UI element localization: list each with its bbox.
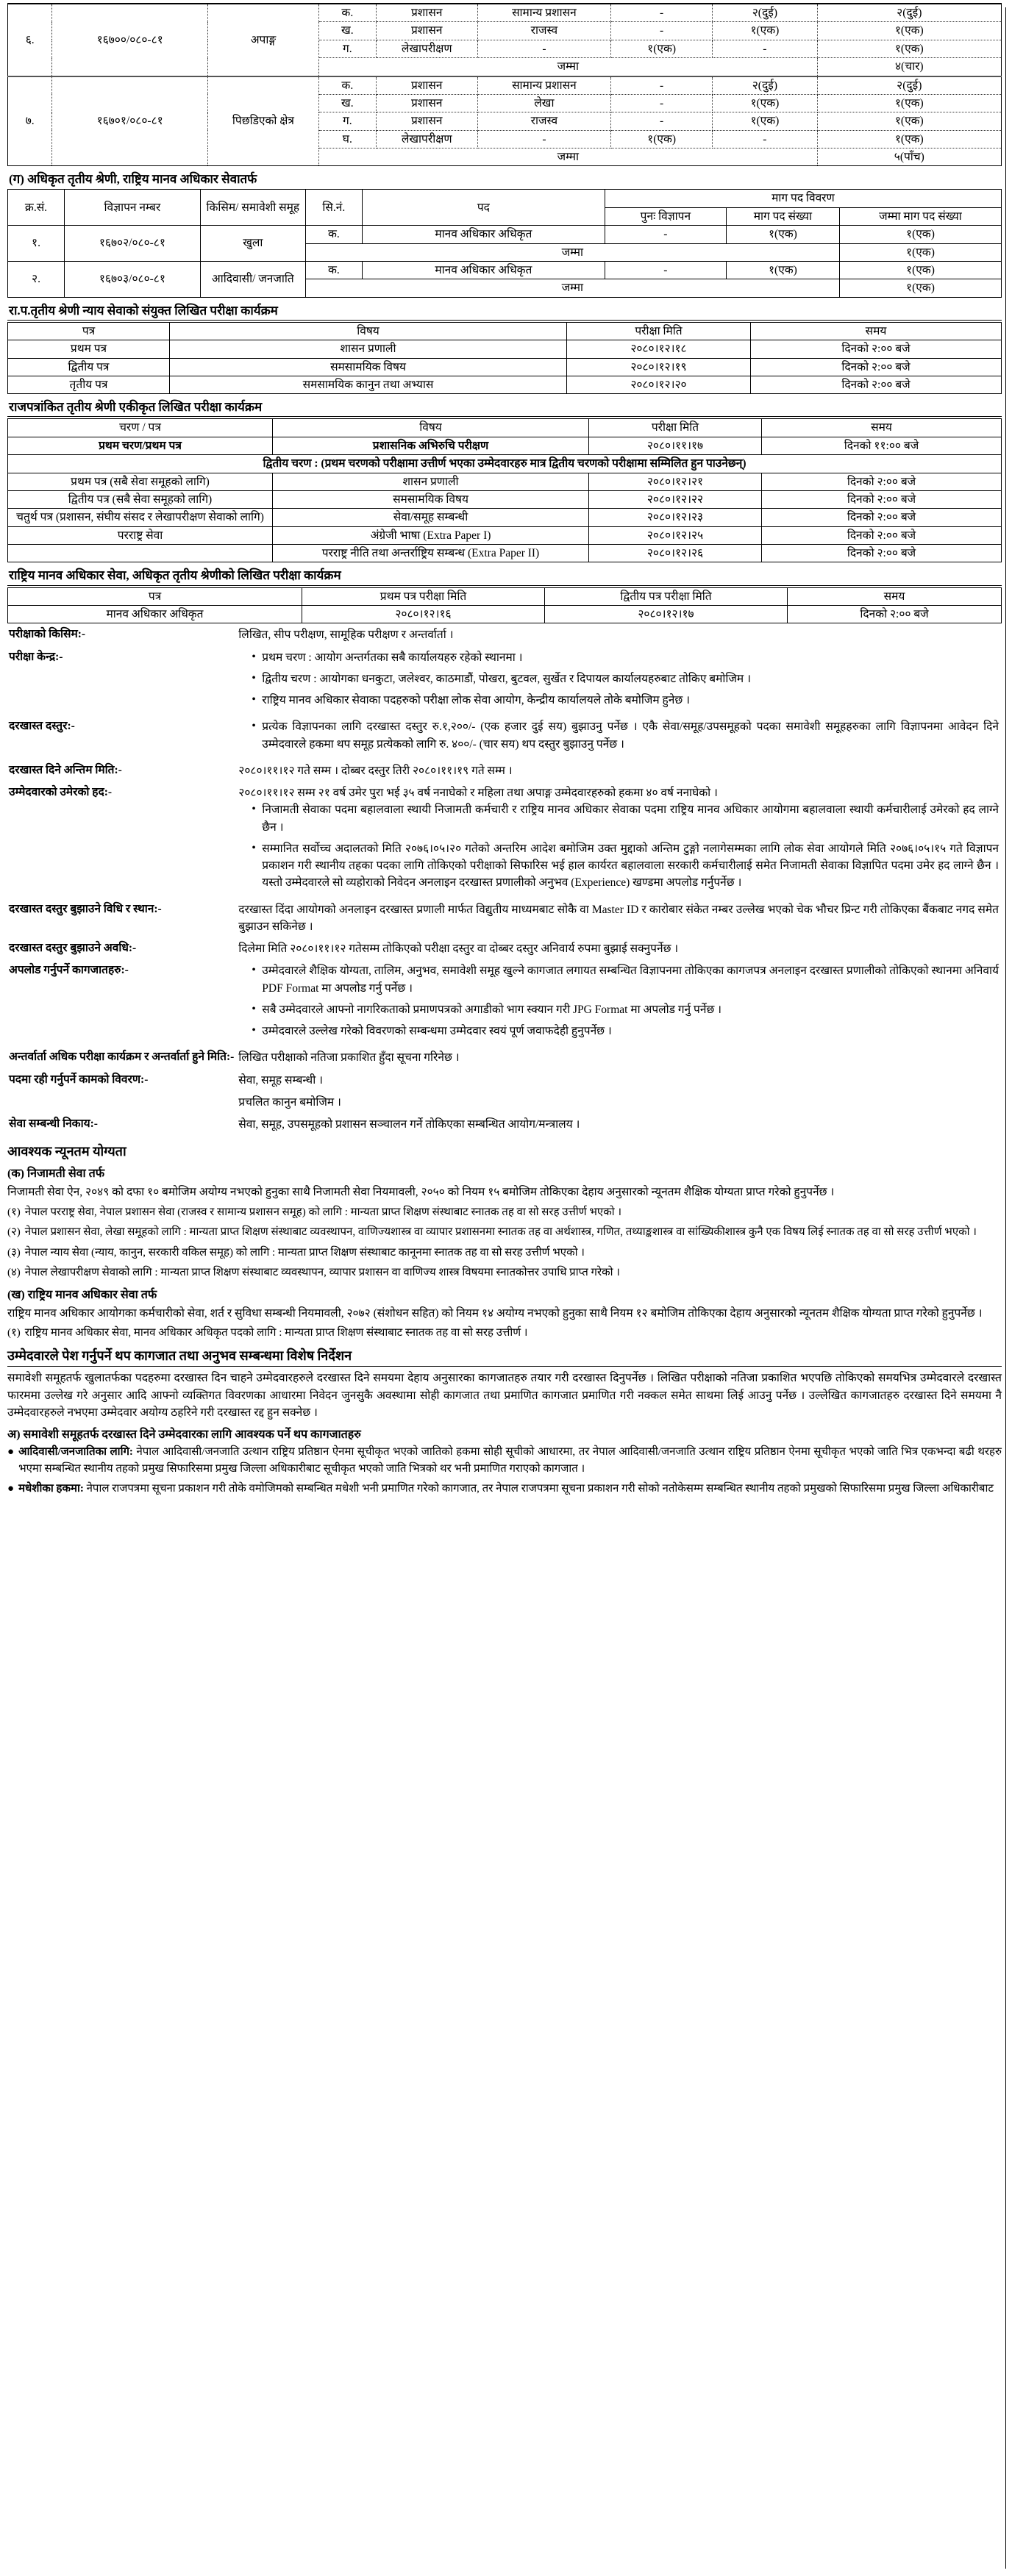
cell-service: प्रशासन: [376, 22, 477, 40]
cell-ad-no: १६७०२/०८०-८१: [65, 226, 201, 262]
detail-text: २०८०।११।१२ गते सम्म । दोब्बर दस्तुर तिरी २०८०।११।१९ गते सम्म ।: [238, 764, 513, 777]
th-paper: पत्र: [8, 322, 170, 340]
list-text: नेपाल न्याय सेवा (न्याय, कानुन, सरकारी वकिल समूह) को लागि : मान्यता प्राप्त शिक्षण संस्थाबाट कानूनमा स्नातक तह वा सो सरह उत्तीर्ण भएको ।: [24, 1246, 585, 1259]
cell-sn: ६.: [8, 4, 52, 76]
cell-total: २(दुई): [817, 4, 1001, 22]
exam-row: [8, 340, 1002, 358]
cell-readvert: -: [605, 226, 726, 243]
detail-value: [237, 1115, 1002, 1137]
exam-details-list: [7, 625, 1002, 1137]
cell-time: दिनको २:०० बजे: [762, 473, 1002, 490]
th-subject: विषय: [273, 419, 589, 437]
min-qual-ka-items: [7, 1204, 1002, 1281]
detail-label: अपलोड गर्नुपर्ने कागजातहरु:-: [9, 964, 129, 977]
cell-readvert: १(एक): [611, 130, 713, 148]
section-ga-row: [8, 261, 1002, 279]
cell-group: सामान्य प्रशासन: [477, 4, 610, 22]
cell-readvert: -: [611, 112, 713, 130]
exam-row: [8, 545, 1002, 562]
detail-value: [237, 900, 1002, 940]
detail-text: सेवा, समूह, उपसमूहको प्रशासन सञ्चालन गर्ने तोकिएका सम्बन्धित आयोग/मन्त्रालय ।: [238, 1118, 580, 1131]
detail-label: दरखास्त दस्तुर:-: [9, 720, 75, 733]
cell-time: दिनको २:०० बजे: [751, 358, 1002, 376]
list-text: मधेशीका हकमा: नेपाल राजपत्रमा सूचना प्रकाशन गरी तोके वमोजिमको सम्बन्धित मधेशी भनी प्रमाणित गरेको कागजात, तर नेपाल राजपत्रमा सूचना प्रकाशन गरी सोको नतोकेसम्म सम्बन्धित स्थानीय तहको प्रमुखको सिफारिसमा प्रमुख जिल्ला अधिकारीबाट: [18, 1483, 994, 1495]
detail-value: [237, 717, 1002, 761]
cell-total: १(एक): [817, 94, 1001, 112]
detail-text: लिखित, सीप परीक्षण, सामूहिक परीक्षण र अन्तर्वार्ता ।: [238, 629, 454, 642]
detail-text: लिखित परीक्षाको नतिजा प्रकाशित हुँदा सूचना गरिनेछ ।: [238, 1051, 460, 1065]
cell-date: २०८०।१२।२२: [589, 490, 762, 508]
vacancy-row: [8, 4, 1002, 22]
cell-date-1: २०८०।१२।१६: [302, 605, 545, 623]
cell-group: राजस्व: [477, 112, 610, 130]
detail-row: [7, 1048, 1002, 1070]
cell-count: २(दुई): [713, 4, 817, 22]
cell-total: १(एक): [817, 112, 1001, 130]
th-date-2: द्वितीय पत्र परीक्षा मिति: [545, 587, 788, 605]
cell-total-label: जम्मा: [305, 243, 839, 261]
th-time: समय: [788, 587, 1002, 605]
detail-bullet-item: • उम्मेदवारले शैक्षिक योग्यता, तालिम, अनुभव, समावेशी समूह खुल्ने कागजात लगायत सम्बन्धित विज्ञापनमा तोकिएका कागजपत्र अनलाइन दरखास्त प्रणालीको तोकिएको स्थानमा अनिवार्य PDF Format मा अपलोड गर्नु पर्नेछ ।: [252, 962, 999, 997]
detail-value: [237, 783, 1002, 900]
min-qual-item: [7, 1245, 1002, 1262]
th-type: किसिम/ समावेशी समूह: [200, 190, 305, 226]
detail-label: दरखास्त दिने अन्तिम मिति:-: [9, 763, 122, 776]
cell-group: राजस्व: [477, 22, 610, 40]
list-marker: (१): [7, 1326, 21, 1339]
detail-bullet-list: [238, 962, 999, 1040]
cell-time: दिनको ११:०० बजे: [762, 437, 1002, 454]
detail-row: [7, 1115, 1002, 1137]
min-qual-item: [7, 1325, 1002, 1342]
cell-type: आदिवासी/ जनजाति: [200, 261, 305, 297]
special-instructions-para: समावेशी समूहतर्फ खुलातर्फका पदहरुमा दरखास्त दिन चाहने उम्मेदवारहरुले दरखास्त दिने समयमा देहाय अनुसारका कागजातहरु तयार गरी दरखास्त दिनुपर्नेछ । लिखित परीक्षाको नतिजा प्रकाशित भएपछि तोकिएको समयभित्र उम्मेदवारले दरखास्त फारममा उल्लेख गरे अनुसार आदि आफ्नो व्यक्तिगत विवरणका आधारमा निवेदन जुनसुकै अवस्थामा सोही कागजात तथा प्रमाणित कागजात प्रमाणित गरी नक्कल समेत साथमा लिई आउनु पर्नेछ । उल्लेखित कागजातहरु दरखास्त दिने समयमा नै उम्मेदवारहरुले नभएमा उम्मेदवार अयोग्य ठहरिने गरी दरखास्त रद्द हुन सक्नेछ ।: [7, 1372, 1002, 1419]
cell-count: १(एक): [726, 261, 839, 279]
cell-service: लेखापरीक्षण: [376, 130, 477, 148]
cell-date: २०८०।१२।१९: [567, 358, 751, 376]
cell-sn: १.: [8, 226, 65, 262]
min-qual-item: [7, 1224, 1002, 1241]
min-qual-kha-heading: (ख) राष्ट्रिय मानव अधिकार सेवा तर्फ: [7, 1288, 157, 1301]
cell-paper: प्रथम चरण/प्रथम पत्र: [8, 437, 273, 454]
th-re-advert: पुनः विज्ञापन: [605, 207, 726, 225]
cell-type: खुला: [200, 226, 305, 262]
exam-row: [8, 605, 1002, 623]
detail-value: [237, 1048, 1002, 1070]
detail-label: पदमा रही गर्नुपर्ने कामको विवरण:-: [9, 1073, 149, 1086]
cell-readvert: -: [611, 4, 713, 22]
exam-schedule-3-heading: राष्ट्रिय मानव अधिकार सेवा, अधिकृत तृतीय श्रेणीको लिखित परीक्षा कार्यक्रम: [7, 568, 1002, 585]
special-items-list: [7, 1444, 1002, 1498]
cell-time: दिनको २:०० बजे: [762, 545, 1002, 562]
exam-row: [8, 473, 1002, 490]
table-header-row: [8, 322, 1002, 340]
cell-date-2: २०८०।१२।१७: [545, 605, 788, 623]
list-text: नेपाल परराष्ट्र सेवा, नेपाल प्रशासन सेवा (राजस्व र सामान्य प्रशासन समूह) को लागि : मान्यता प्राप्त शिक्षण संस्थाबाट स्नातक तह वा सो सरह उत्तीर्ण भएको ।: [24, 1206, 622, 1218]
th-time: समय: [762, 419, 1002, 437]
cell-group: लेखा: [477, 94, 610, 112]
min-qual-kha-items: [7, 1325, 1002, 1342]
list-marker: ●: [7, 1446, 15, 1458]
detail-row: [7, 648, 1002, 718]
cell-inclusive-group: पिछडिएको क्षेत्र: [207, 76, 318, 166]
cell-group: सामान्य प्रशासन: [477, 76, 610, 95]
list-text: राष्ट्रिय मानव अधिकार सेवा, मानव अधिकार अधिकृत पदको लागि : मान्यता प्राप्त शिक्षण संस्थाबाट स्नातक तह वा सो सरह उत्तीर्ण ।: [24, 1326, 528, 1339]
exam-schedule-1-table: [7, 322, 1002, 395]
exam-row: [8, 490, 1002, 508]
cell-ad-no: १६७०१/०८०-८१: [52, 76, 207, 166]
cell-service: प्रशासन: [376, 4, 477, 22]
cell-readvert: -: [611, 94, 713, 112]
detail-text: दरखास्त दिंदा आयोगको अनलाइन दरखास्त प्रणाली मार्फत विद्युतीय माध्यमबाट सोकै वा Master ID र कारोबार संकेत नम्बर उल्लेख भएको चेक भौचर प्रिन्ट गरी तोकिएका बैंकबाट नगद समेत बुझाउन सकिनेछ ।: [238, 903, 999, 933]
cell-subject: अंग्रेजी भाषा (Extra Paper I): [273, 526, 589, 544]
cell-time: दिनको २:०० बजे: [788, 605, 1002, 623]
min-qual-ka-heading: (क) निजामती सेवा तर्फ: [7, 1167, 105, 1181]
cell-sn: ७.: [8, 76, 52, 166]
table-header-row: [8, 419, 1002, 437]
cell-sl: क.: [305, 226, 362, 243]
cell-sl: ख.: [318, 22, 376, 40]
cell-paper: परराष्ट्र सेवा: [8, 526, 273, 544]
detail-bullet-list: [238, 718, 999, 753]
detail-bullet-item: • राष्ट्रिय मानव अधिकार सेवाका पदहरुको परीक्षा लोक सेवा आयोग, केन्द्रीय कार्यालयले तोके बमोजिम हुनेछ ।: [252, 692, 999, 709]
cell-group: -: [477, 130, 610, 148]
cell-total: २(दुई): [817, 76, 1001, 95]
cell-subject: परराष्ट्र नीति तथा अन्तर्राष्ट्रिय सम्बन्ध (Extra Paper II): [273, 545, 589, 562]
cell-inclusive-group: अपाङ्ग: [207, 4, 318, 76]
detail-label: दरखास्त दस्तुर बुझाउने विधि र स्थान:-: [9, 902, 162, 915]
cell-group: -: [477, 40, 610, 57]
detail-value: [237, 961, 1002, 1048]
cell-sl: ख.: [318, 94, 376, 112]
th-subject: विषय: [170, 322, 567, 340]
cell-paper: द्वितीय पत्र: [8, 358, 170, 376]
cell-subject: समसामयिक विषय: [170, 358, 567, 376]
detail-bullet-item: • उम्मेदवारले उल्लेख गरेको विवरणको सम्बन्धमा उम्मेदवार स्वयं पूर्ण जवाफदेही हुनुपर्नेछ ।: [252, 1023, 999, 1040]
min-qualification-heading: आवश्यक न्यूनतम योग्यता: [7, 1144, 126, 1159]
detail-value: [237, 625, 1002, 647]
vacancy-row: [8, 76, 1002, 95]
th-date-1: प्रथम पत्र परीक्षा मिति: [302, 587, 545, 605]
cell-paper: द्वितीय पत्र (सबै सेवा समूहको लागि): [8, 490, 273, 508]
detail-bullet-item: • प्रथम चरण : आयोग अन्तर्गतका सबै कार्यालयहरु रहेको स्थानमा ।: [252, 649, 999, 666]
detail-row: [7, 1070, 1002, 1092]
cell-sl: क.: [305, 261, 362, 279]
th-total: जम्मा माग पद संख्या: [839, 207, 1001, 225]
cell-total-value: १(एक): [839, 279, 1001, 297]
cell-count: १(एक): [726, 226, 839, 243]
cell-time: दिनको २:०० बजे: [762, 490, 1002, 508]
cell-service: प्रशासन: [376, 94, 477, 112]
cell-count: -: [713, 40, 817, 57]
cell-paper: [8, 545, 273, 562]
detail-value: [237, 939, 1002, 961]
cell-sl: घ.: [318, 130, 376, 148]
exam-row: [8, 526, 1002, 544]
cell-total: १(एक): [839, 261, 1001, 279]
cell-ad-no: १६७००/०८०-८१: [52, 4, 207, 76]
cell-total-value: ५(पाँच): [817, 149, 1001, 166]
cell-total-label: जम्मा: [318, 149, 817, 166]
list-text: नेपाल प्रशासन सेवा, लेखा समूहको लागि : मान्यता प्राप्त शिक्षण संस्थाबाट व्यवस्थापन, वाणिज्यशास्त्र वा व्यापार प्रशासनमा स्नातक तह वा अर्थशास्त्र, गणित, तथ्याङ्कशास्त्र वा सांख्यिकीशास्त्र कुनै एक विषय लिई स्नातक तह वा सो सरह उत्तीर्ण भएको ।: [24, 1226, 977, 1238]
min-qual-kha-intro: राष्ट्रिय मानव अधिकार आयोगका कर्मचारीको सेवा, शर्त र सुविधा सम्बन्धी नियमावली, २०७२ (संशोधन सहित) को नियम १४ अयोग्य नभएको हुनुका साथै नियम १२ बमोजिम तोकिएका देहाय अनुसारको न्यूनतम शैक्षिक योग्यता प्राप्त गरेको हुनुपर्नेछ ।: [7, 1306, 983, 1320]
detail-label: [7, 1092, 237, 1115]
list-marker: (३): [7, 1246, 21, 1259]
detail-text: दिलेमा मिति २०८०।११।१२ गतेसम्म तोकिएको परीक्षा दस्तुर वा दोब्बर दस्तुर अनिवार्य रुपमा बुझाई सक्नुपर्नेछ ।: [238, 942, 679, 955]
detail-row: [7, 939, 1002, 961]
exam-schedule-1-heading: रा.प.तृतीय श्रेणी न्याय सेवाको संयुक्त लिखित परीक्षा कार्यक्रम: [7, 303, 1002, 321]
list-marker: (१): [7, 1206, 21, 1218]
detail-bullet-list: [238, 801, 999, 891]
cell-sl: ग.: [318, 40, 376, 57]
cell-subject: शासन प्रणाली: [273, 473, 589, 490]
cell-readvert: -: [611, 76, 713, 95]
detail-label: अन्तर्वार्ता अधिक परीक्षा कार्यक्रम र अन्तर्वार्ता हुने मिति:-: [9, 1051, 235, 1064]
cell-sn: २.: [8, 261, 65, 297]
cell-count: १(एक): [713, 22, 817, 40]
section-ga-heading: (ग) अधिकृत तृतीय श्रेणी, राष्ट्रिय मानव अधिकार सेवातर्फ: [9, 172, 257, 187]
cell-sl: ग.: [318, 112, 376, 130]
cell-total-value: ४(चार): [817, 58, 1001, 76]
special-item: [7, 1481, 1002, 1498]
exam-row: [8, 358, 1002, 376]
cell-post: मानव अधिकार अधिकृत: [8, 605, 302, 623]
cell-subject: प्रशासनिक अभिरुचि परीक्षण: [273, 437, 589, 454]
cell-subject: शासन प्रणाली: [170, 340, 567, 358]
list-marker: (४): [7, 1267, 21, 1278]
detail-bullet-list: [238, 649, 999, 709]
list-marker: (२): [7, 1226, 21, 1238]
cell-sl: क.: [318, 4, 376, 22]
th-ad-no: विज्ञापन नम्बर: [65, 190, 201, 226]
th-time: समय: [751, 322, 1002, 340]
cell-date: २०८०।१२।२०: [567, 376, 751, 393]
exam-row: [8, 437, 1002, 454]
cell-date: २०८०।१२।२१: [589, 473, 762, 490]
detail-row: [7, 761, 1002, 783]
special-item: [7, 1444, 1002, 1477]
cell-sl: क.: [318, 76, 376, 95]
detail-bullet-item: • सम्मानित सर्वोच्च अदालतको मिति २०७६।०५।२० गतेको अन्तरिम आदेश बमोजिम उक्त मुद्दाको अन्तिम टुङ्गो नलागेसम्मका लागि लोक सेवा आयोगले मिति २०७६।०५।१५ गते विज्ञापन प्रकाशन गरी स्थानीय तहका पदका लागि तोकिएको परीक्षाको सिफारिस भई हाल कार्यरत बहालवाला सरकारी कर्मचारीलाई समेत निजामती सेवाका विज्ञापित पदमा उमेर हद लाग्ने छैन । यस्तो उम्मेदवारले सो व्यहोराको निवेदन अनलाइन दरखास्त प्रणालीको अनुभव (Experience) खण्डमा अपलोड गर्नुपर्नेछ ।: [252, 840, 999, 892]
th-date: परीक्षा मिति: [589, 419, 762, 437]
cell-service: लेखापरीक्षण: [376, 40, 477, 57]
cell-subject: समसामयिक विषय: [273, 490, 589, 508]
cell-date: २०८०।११।१७: [589, 437, 762, 454]
th-post: पत्र: [8, 587, 302, 605]
list-text: आदिवासी/जनजातिका लागि: नेपाल आदिवासी/जनजाति उत्थान राष्ट्रिय प्रतिष्ठान ऐनमा सूचीकृत भएको जातिको हकमा सोही सूचीको आधारमा, तर नेपाल आदिवासी/जनजाति उत्थान राष्ट्रिय प्रतिष्ठान ऐनमा सूचीकृत भएको जाति भित्र एकभन्दा बढी थरहरु भएमा सम्बन्धित स्थानीय तहको प्रमुख सिफारिसमा प्रमुख जिल्ला अधिकारीबाट सूचीकृत भएको जाति भित्रको थर भनी प्रमाणित गराएको कागजात ।: [18, 1446, 1002, 1475]
cell-readvert: -: [611, 22, 713, 40]
exam-schedule-2-table: [7, 418, 1002, 562]
detail-text: प्रचलित कानुन बमोजिम ।: [238, 1095, 341, 1109]
section-ga-table: [7, 189, 1002, 297]
table-header-row: [8, 190, 1002, 207]
detail-row: [7, 717, 1002, 761]
detail-row: [7, 783, 1002, 900]
detail-value: [237, 761, 1002, 783]
detail-value: [237, 1070, 1002, 1092]
cell-readvert: -: [605, 261, 726, 279]
cell-time: दिनको २:०० बजे: [762, 526, 1002, 544]
detail-label: सेवा सम्बन्धी निकाय:-: [9, 1117, 98, 1130]
min-qual-ka-intro: निजामती सेवा ऐन, २०४९ को दफा १० बमोजिम अयोग्य नभएको हुनुका साथै निजामती सेवा नियमावली, २०५० को नियम १५ बमोजिम तोकिएका देहाय अनुसारको न्यूनतम शैक्षिक योग्यता प्राप्त गरेको हुनुपर्नेछ ।: [7, 1186, 835, 1199]
cell-total: १(एक): [817, 40, 1001, 57]
list-item-label: मधेशीका हकमा:: [18, 1483, 87, 1495]
detail-bullet-item: • निजामती सेवाका पदमा बहालवाला स्थायी निजामती कर्मचारी र राष्ट्रिय मानव अधिकार सेवाका पदमा राष्ट्रिय मानव अधिकार आयोगमा बहालवाला स्थायी कर्मचारीलाई उमेरको हद लाग्ने छैन ।: [252, 801, 999, 836]
cell-subject: सेवा/समूह सम्बन्धी: [273, 509, 589, 526]
th-sl: सि.नं.: [305, 190, 362, 226]
cell-paper: प्रथम पत्र (सबै सेवा समूहको लागि): [8, 473, 273, 490]
detail-value: [237, 1092, 1002, 1115]
list-text: नेपाल लेखापरीक्षण सेवाको लागि : मान्यता प्राप्त शिक्षण संस्थाबाट व्यवस्थापन, व्यापार प्रशासन वा वाणिज्य शास्त्र विषयमा स्नातकोत्तर उपाधि प्राप्त गरेको ।: [24, 1267, 620, 1278]
detail-row: [7, 900, 1002, 940]
cell-paper: चतुर्थ पत्र (प्रशासन, संघीय संसद र लेखापरीक्षण सेवाको लागि): [8, 509, 273, 526]
detail-bullet-item: • द्वितीय चरण : आयोगका धनकुटा, जलेश्वर, काठमाडौं, पोखरा, बुटवल, सुर्खेत र दिपायल कार्यालयहरुबाट तोकिए बमोजिम ।: [252, 670, 999, 687]
detail-label: परीक्षाको किसिम:-: [9, 628, 86, 641]
cell-paper: तृतीय पत्र: [8, 376, 170, 393]
table-header-row: [8, 587, 1002, 605]
th-sn: क्र.सं.: [8, 190, 65, 226]
list-marker: ●: [7, 1483, 15, 1495]
cell-total: १(एक): [839, 226, 1001, 243]
list-item-label: आदिवासी/जनजातिका लागि:: [18, 1446, 137, 1458]
th-date: परीक्षा मिति: [567, 322, 751, 340]
detail-bullet-item: • सबै उम्मेदवारले आफ्नो नागरिकताको प्रमाणपत्रको अगाडीको भाग स्क्यान गरी JPG Format मा अपलोड गर्नु पर्नेछ ।: [252, 1001, 999, 1018]
cell-stage-note: द्वितीय चरण : (प्रथम चरणको परीक्षामा उत्तीर्ण भएका उम्मेदवारहरु मात्र द्वितीय चरणको परीक्षामा सम्मिलित हुन पाउनेछन्): [8, 455, 1002, 473]
detail-label: परीक्षा केन्द्र:-: [9, 650, 63, 663]
th-count: माग पद संख्या: [726, 207, 839, 225]
detail-label: उम्मेदवारको उमेरको हद:-: [9, 786, 113, 798]
right-margin-rule: [1005, 7, 1006, 2569]
exam-row: [8, 376, 1002, 393]
cell-paper: प्रथम पत्र: [8, 340, 170, 358]
min-qual-item: [7, 1264, 1002, 1281]
cell-count: १(एक): [713, 112, 817, 130]
detail-text: २०८०।११।१२ सम्म २१ वर्ष उमेर पुरा भई ३५ वर्ष ननाघेको र महिला तथा अपाङ्ग उम्मेदवारहरुको हकमा ४० वर्ष ननाघेको ।: [238, 787, 718, 799]
detail-row: [7, 961, 1002, 1048]
cell-time: दिनको २:०० बजे: [751, 376, 1002, 393]
cell-date: २०८०।१२।१८: [567, 340, 751, 358]
exam-schedule-3-table: [7, 587, 1002, 624]
cell-count: २(दुई): [713, 76, 817, 95]
cell-subject: समसामयिक कानुन तथा अभ्यास: [170, 376, 567, 393]
cell-time: दिनको २:०० बजे: [762, 509, 1002, 526]
cell-service: प्रशासन: [376, 76, 477, 95]
cell-post: मानव अधिकार अधिकृत: [362, 226, 605, 243]
cell-date: २०८०।१२।२५: [589, 526, 762, 544]
th-demand-span: माग पद विवरण: [605, 190, 1001, 207]
cell-total-label: जम्मा: [318, 58, 817, 76]
th-post: पद: [362, 190, 605, 226]
exam-row: [8, 509, 1002, 526]
special-sub-heading: अ) समावेशी समूहतर्फ दरखास्त दिने उम्मेदवारका लागि आवश्यक पर्ने थप कागजातहरु: [7, 1428, 361, 1441]
cell-count: १(एक): [713, 94, 817, 112]
detail-value: [237, 648, 1002, 718]
cell-total-value: १(एक): [839, 243, 1001, 261]
min-qual-item: [7, 1204, 1002, 1221]
detail-bullet-item: • प्रत्येक विज्ञापनका लागि दरखास्त दस्तुर रु.१,२००/- (एक हजार दुई सय) बुझाउनु पर्नेछ । एकै सेवा/समूह/उपसमूहको पदका समावेशी समूहहरुका लागि विज्ञापनमा आवेदन दिने उम्मेदवारले हकमा थप समूह प्रत्येकको लागि रु. ४००/- (चार सय) थप दस्तुर बुझाउनु पर्नेछ ।: [252, 718, 999, 753]
section-ga-row: [8, 226, 1002, 243]
detail-row: [7, 625, 1002, 647]
cell-ad-no: १६७०३/०८०-८१: [65, 261, 201, 297]
vacancy-table-continued: [7, 3, 1002, 166]
cell-count: -: [713, 130, 817, 148]
cell-readvert: १(एक): [611, 40, 713, 57]
exam-stage-note-row: [8, 455, 1002, 473]
cell-total: १(एक): [817, 130, 1001, 148]
cell-service: प्रशासन: [376, 112, 477, 130]
th-stage-paper: चरण / पत्र: [8, 419, 273, 437]
cell-time: दिनको २:०० बजे: [751, 340, 1002, 358]
detail-label: दरखास्त दस्तुर बुझाउने अवधि:-: [9, 942, 137, 954]
cell-date: २०८०।१२।२३: [589, 509, 762, 526]
cell-total-label: जम्मा: [305, 279, 839, 297]
detail-text: सेवा, समूह सम्बन्धी ।: [238, 1073, 323, 1087]
cell-date: २०८०।१२।२६: [589, 545, 762, 562]
detail-row: [7, 1092, 1002, 1115]
special-instructions-heading: उम्मेदवारले पेश गर्नुपर्ने थप कागजात तथा अनुभव सम्बन्धमा विशेष निर्देशन: [7, 1347, 1002, 1367]
cell-total: १(एक): [817, 22, 1001, 40]
exam-schedule-2-heading: राजपत्रांकित तृतीय श्रेणी एकीकृत लिखित परीक्षा कार्यक्रम: [7, 399, 1002, 417]
cell-post: मानव अधिकार अधिकृत: [362, 261, 605, 279]
